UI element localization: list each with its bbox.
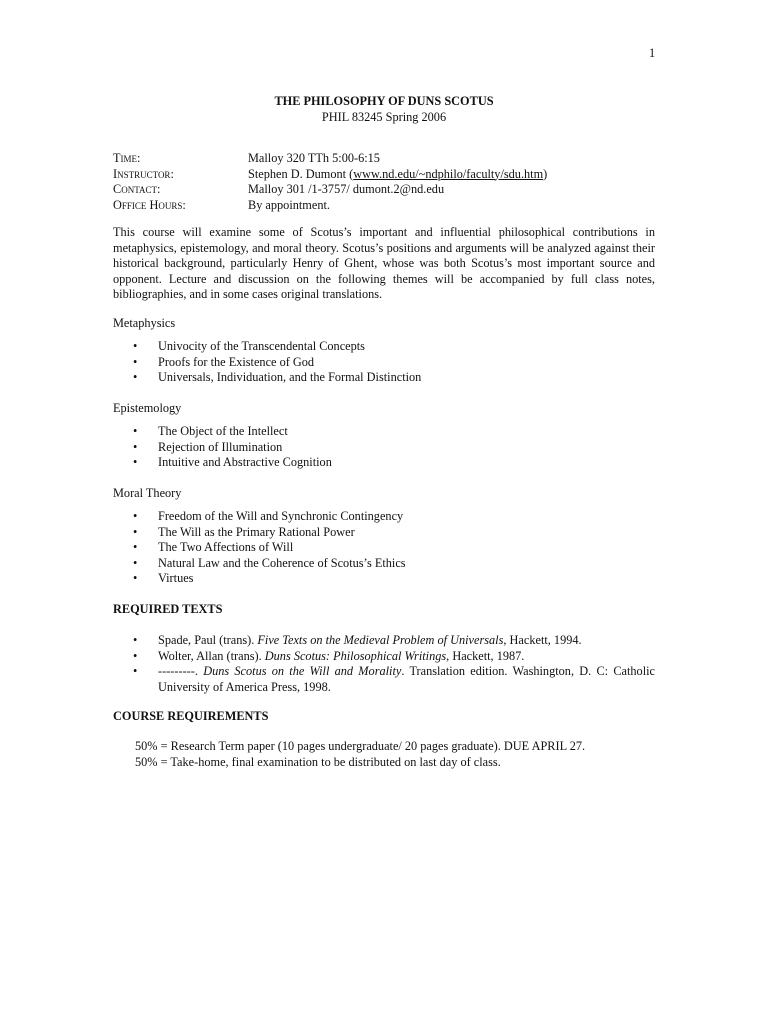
- list-item: • Freedom of the Will and Synchronic Contingency: [133, 509, 404, 523]
- course-info: [113, 151, 655, 213]
- list-item: • The Two Affections of Will: [133, 540, 294, 555]
- list-item: • Virtues: [133, 571, 194, 586]
- requirement-item: 50% = Research Term paper (10 pages undergraduate/ 20 pages graduate). DUE APRIL 27.: [135, 739, 586, 753]
- book-title: Five Texts on the Medieval Problem of Universals: [257, 633, 504, 647]
- info-value: Malloy 320 TTh 5:00-6:15: [248, 151, 380, 165]
- bullet: •: [133, 524, 138, 539]
- list-item: • Natural Law and the Coherence of Scotus’s Ethics: [133, 555, 406, 570]
- info-label: Instructor:: [113, 166, 174, 181]
- info-value: By appointment.: [248, 197, 330, 212]
- moral-theory-list: [113, 509, 655, 587]
- info-label: Time:: [113, 151, 141, 165]
- list-item: • Univocity of the Transcendental Concepts: [133, 339, 365, 353]
- title-block: [113, 94, 655, 125]
- info-label: Office Hours:: [113, 197, 186, 212]
- info-value: [248, 167, 655, 183]
- info-row-time: [113, 151, 655, 167]
- bullet: •: [133, 339, 138, 353]
- list-item: • The Will as the Primary Rational Power: [133, 524, 355, 539]
- list-item: • ---------. Duns Scotus on the Will and Morality. Translation edition. Washington, D. C: Catholic University of America Press, 1998.: [133, 664, 655, 694]
- page-number: 1: [649, 46, 656, 60]
- course-subtitle: PHIL 83245 Spring 2006: [321, 109, 447, 124]
- info-value: Malloy 301 /1-3757/ dumont.2@nd.edu: [248, 182, 445, 197]
- bullet: •: [133, 509, 138, 523]
- required-texts-heading: REQUIRED TEXTS: [113, 602, 223, 616]
- book-title: Duns Scotus: Philosophical Writings: [264, 648, 447, 663]
- info-row-instructor: [113, 167, 655, 183]
- list-item: • Rejection of Illumination: [133, 439, 283, 454]
- list-item: • The Object of the Intellect: [133, 424, 288, 438]
- section-heading-moral-theory: Moral Theory: [113, 486, 182, 500]
- course-title: THE PHILOSOPHY OF DUNS SCOTUS: [274, 94, 494, 108]
- bullet: •: [133, 540, 138, 555]
- epistemology-list: [113, 424, 655, 471]
- faculty-link[interactable]: www.nd.edu/~ndphilo/faculty/sdu.htm: [353, 166, 544, 181]
- info-label: Contact:: [113, 182, 161, 197]
- list-item: • Intuitive and Abstractive Cognition: [133, 455, 332, 470]
- list-item: • Proofs for the Existence of God: [133, 354, 315, 369]
- instructor-name: Stephen D. Dumont (: [248, 166, 354, 181]
- bullet: •: [133, 354, 138, 369]
- list-item: • Spade, Paul (trans). Five Texts on the Medieval Problem of Universals, Hackett, 1994.: [133, 633, 582, 647]
- list-item: • Universals, Individuation, and the Formal Distinction: [133, 370, 422, 385]
- info-row-office-hours: [113, 198, 655, 214]
- course-description: This course will examine some of Scotus’s important and influential philosophical contributions in metaphysics, epistemology, and moral theory. Scotus’s positions and arguments will be analyzed against their historical background, particularly Henry of Ghent, whose was both Scotus’s most important source and opponent. Lecture and discussion on the following themes will be accompanied by full class notes, bibliographies, and in some cases original translations.: [113, 225, 655, 302]
- bullet: •: [133, 455, 138, 470]
- section-heading-metaphysics: Metaphysics: [113, 316, 176, 330]
- book-title: Duns Scotus on the Will and Morality: [203, 664, 402, 679]
- requirement-item: 50% = Take-home, final examination to be distributed on last day of class.: [135, 755, 501, 769]
- bullet: •: [133, 424, 138, 438]
- instructor-suffix: ): [543, 166, 548, 181]
- bullet: •: [133, 555, 138, 570]
- metaphysics-list: [113, 339, 655, 386]
- bullet: •: [133, 633, 138, 647]
- bullet: •: [133, 439, 138, 454]
- bullet: •: [133, 370, 138, 385]
- info-row-contact: [113, 182, 655, 198]
- bullet: •: [133, 571, 138, 586]
- list-item: • Wolter, Allan (trans). Duns Scotus: Philosophical Writings, Hackett, 1987.: [133, 648, 525, 663]
- required-texts-list: [113, 633, 655, 695]
- bullet: •: [133, 648, 138, 663]
- bullet: •: [133, 664, 138, 679]
- course-requirements-heading: COURSE REQUIREMENTS: [113, 709, 269, 723]
- section-heading-epistemology: Epistemology: [113, 401, 182, 415]
